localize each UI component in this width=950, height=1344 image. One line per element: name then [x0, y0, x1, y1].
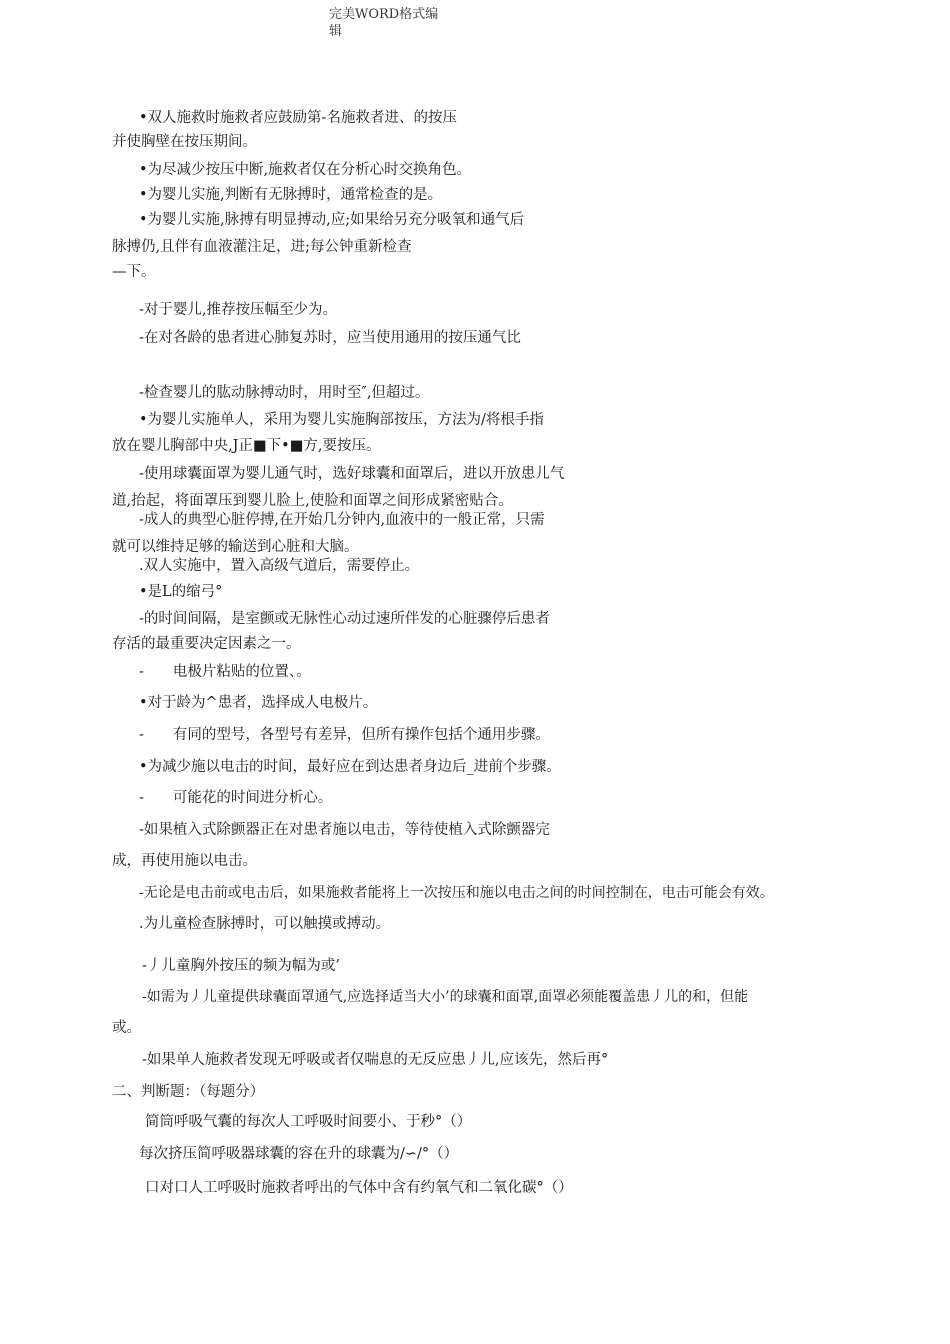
text-line: -成人的典型心脏停搏,在开始几分钟内,血液中的一般正常，只需	[139, 512, 545, 528]
text-line: •为减少施以电击的时间，最好应在到达患者身边后_进前个步骤。	[139, 759, 561, 775]
header-line-2: 辑	[329, 24, 343, 39]
text-line: 放在婴儿胸部中央,J正■下•■方,要按压。	[112, 438, 381, 454]
text-line: 存活的最重要决定因素之一。	[112, 636, 301, 652]
text-line: 每次挤压简呼吸器球囊的容在升的球囊为/∽/°（）	[139, 1146, 459, 1162]
text-line: -如果植入式除颤器正在对患者施以电击，等待使植入式除颤器完	[139, 822, 550, 838]
text-line: -对于婴儿,推荐按压幅至少为。	[139, 302, 338, 318]
text-line: •为婴儿实施,脉搏有明显搏动,应;如果给另充分吸氧和通气后	[139, 212, 525, 228]
text-line: .双人实施中，置入高级气道后，需要停止。	[139, 558, 420, 574]
section-heading: 二、判断题：（每题分）	[112, 1084, 265, 1100]
text-line: - 可能花的时间进分析心。	[139, 790, 333, 806]
text-line: 脉搏仍,且伴有血液灌注足，进;每公钟重新检查	[112, 239, 412, 255]
text-line: 简筒呼吸气囊的每次人工呼吸时间要小、于秒°（）	[145, 1114, 472, 1130]
text-line: -如果单人施救者发现无呼吸或者仅喘息的无反应患丿儿,应该先，然后再°	[142, 1052, 609, 1068]
text-line: 成，再使用施以电击。	[112, 853, 257, 869]
text-line: -如需为丿儿童提供球囊面罩通气,应选择适当大小’的球囊和面罩,面罩必须能覆盖患丿儿的和，但能	[142, 989, 749, 1005]
text-line: •为婴儿实施单人，采用为婴儿实施胸部按压，方法为/将根手指	[139, 412, 544, 428]
text-line: —下。	[112, 264, 156, 280]
text-line: -在对各龄的患者进心肺复苏时，应当使用通用的按压通气比	[139, 330, 521, 346]
text-line: -无论是电击前或电击后，如果施救者能将上一次按压和施以电击之间的时间控制在，电击可能会有效。	[139, 885, 774, 901]
text-line: •是L的缩弓°	[139, 584, 223, 600]
page-header	[329, 6, 459, 40]
text-line: -的时间间隔，是室颤或无脉性心动过速所伴发的心脏骤停后患者	[139, 611, 550, 627]
text-line: 道,抬起，将面罩压到婴儿脸上,使脸和面罩之间形成紧密贴合。	[112, 493, 513, 509]
text-line: 或。	[112, 1020, 141, 1036]
text-line: •对于龄为^患者，选择成人电极片。	[139, 695, 378, 711]
text-line: 并使胸壁在按压期间。	[112, 134, 257, 150]
header-line-1: 完美WORD格式编	[329, 7, 439, 22]
text-line: - 电极片粘贴的位置、。	[139, 664, 311, 680]
text-line: -丿儿童胸外按压的频为幅为或’	[142, 958, 341, 974]
text-line: 就可以维持足够的输送到心脏和大脑。	[112, 539, 359, 555]
text-line: -检查婴儿的肱动脉搏动时，用时至″,但超过。	[139, 385, 430, 401]
text-line: - 有同的型号，各型号有差异，但所有操作包括个通用步骤。	[139, 727, 550, 743]
text-line: 口对口人工呼吸时施救者呼出的气体中含有约氧气和二氧化碳°（）	[145, 1180, 573, 1196]
text-line: •为婴儿实施,判断有无脉搏时，通常检查的是。	[139, 187, 443, 203]
text-line: -使用球囊面罩为婴儿通气时，选好球囊和面罩后，进以开放患儿气	[139, 466, 565, 482]
text-line: .为儿童检查脉搏时，可以触摸或搏动。	[139, 916, 391, 932]
text-line: •为尽减少按压中断,施救者仅在分析心时交换角色。	[139, 162, 472, 178]
text-line: •双人施救时施救者应鼓励第-名施救者进、的按压	[139, 110, 457, 126]
